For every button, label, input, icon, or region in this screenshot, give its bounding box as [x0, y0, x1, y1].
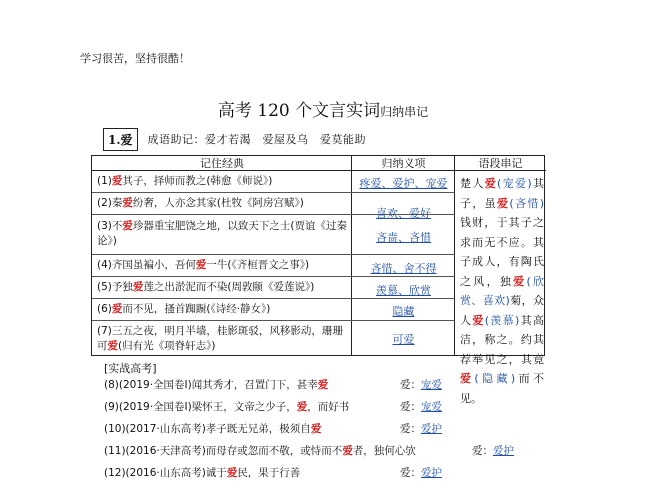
table-row: [92, 277, 455, 299]
meaning: 疼爱、爱护、宠爱: [359, 177, 448, 190]
practice-item: (8)(2019·全国卷Ⅰ)闻其秀才，召置门下，甚幸爱 爱：宠爱: [104, 379, 442, 391]
gloss-note: (羡慕): [484, 313, 520, 327]
citation: (7)三五之夜，明月半墙，桂影斑驳，风移影动，珊珊可爱(归有光《项脊轩志》): [97, 325, 343, 352]
gloss-note: (隐藏): [474, 372, 516, 385]
citation: (5)予独爱莲之出淤泥而不染(周敦颐《爱莲说》): [97, 281, 315, 293]
highlight-word: 爱: [497, 196, 510, 210]
practice-item: (9)(2019·全国卷Ⅰ)梁怀王，文帝之少子，爱，而好书 爱：宠爱: [104, 401, 442, 413]
col-header-meanings: 归纳义项: [352, 156, 455, 171]
passage-text: [460, 174, 544, 408]
meaning: 吝惜、舍不得: [370, 262, 437, 275]
highlight-word: 爱: [484, 177, 498, 190]
title-sub: 归纳串记: [380, 105, 429, 119]
passage-segment: 其子，虽: [460, 177, 544, 210]
meaning: 隐藏: [392, 305, 415, 318]
entry-idioms: 成语助记：爱才若渴 爱屋及乌 爱莫能助: [147, 133, 367, 146]
gloss-note: (吝惜): [509, 196, 544, 210]
entry-header: [103, 128, 366, 150]
table-row: [92, 299, 455, 321]
gloss-note: (宠爱): [497, 177, 532, 190]
passage-segment: 钱财，于其子之求而无不应。其子成人，有陶氏之风，独: [460, 216, 544, 288]
answer-label: 爱：爱护: [400, 467, 442, 479]
table-row: [92, 255, 455, 277]
table-row: [92, 215, 455, 255]
table-row: [92, 193, 455, 220]
answer-label: 爱：宠爱: [400, 401, 442, 413]
passage-segment: 楚人: [460, 177, 485, 190]
page-title: [0, 96, 646, 121]
col-header-passage: 语段串记: [455, 156, 546, 171]
highlight-word: 爱: [513, 274, 527, 288]
meaning: 吝啬、吝惜: [376, 231, 431, 244]
table-row: [92, 321, 455, 355]
title-main: 高考 120 个文言实词: [217, 101, 381, 121]
citation: (6)爱而不见，搔首踟蹰(《诗经·静女》): [97, 303, 271, 315]
citation: (3)不爱珍器重宝肥饶之地，以致天下之士(贾谊《过秦论》): [97, 220, 347, 247]
entry-word: 1.爱: [103, 128, 138, 151]
passage-segment: 而不见。: [460, 372, 545, 405]
citation: (1)爱其子，择师而教之(韩愈《师说》): [97, 175, 273, 187]
gloss-note: (欣赏、喜欢): [460, 274, 545, 307]
practice-item: (12)(2016·山东高考)诚于爱民，果于行善 爱：爱护: [104, 467, 442, 479]
motto: 学习很苦，坚持很酷！: [80, 52, 190, 65]
practice-item: (10)(2017·山东高考)孝子既无兄弟，极须自爱 爱：爱护: [104, 423, 442, 435]
highlight-word: 爱: [460, 372, 475, 385]
answer-label: 爱：宠爱: [400, 379, 442, 391]
passage-segment: 其高洁，称之。约其荐举见之，其竟: [460, 313, 544, 366]
citation: (2)秦爱纷奢，人亦念其家(杜牧《阿房宫赋》): [97, 197, 304, 209]
meaning: 可爱: [392, 333, 415, 346]
meaning: 羡慕、欣赏: [376, 284, 431, 297]
meaning: 喜欢、爱好: [376, 207, 431, 220]
practice-item: (11)(2016·天津高考)而母存或忽而不敬，或恃而不爱者，独何心欤 爱：爱护: [104, 445, 514, 457]
citation: (4)齐国虽褊小，吾何爱一牛(《齐桓晋文之事》): [97, 259, 310, 271]
answer-label: 爱：爱护: [472, 445, 514, 457]
table-row: [92, 171, 455, 193]
answer-label: 爱：爱护: [400, 423, 442, 435]
col-header-classics: 记住经典: [92, 156, 352, 171]
passage-segment: 菊，众人: [460, 294, 545, 327]
highlight-word: 爱: [472, 313, 485, 327]
practice-title: [实战高考]: [104, 362, 157, 375]
